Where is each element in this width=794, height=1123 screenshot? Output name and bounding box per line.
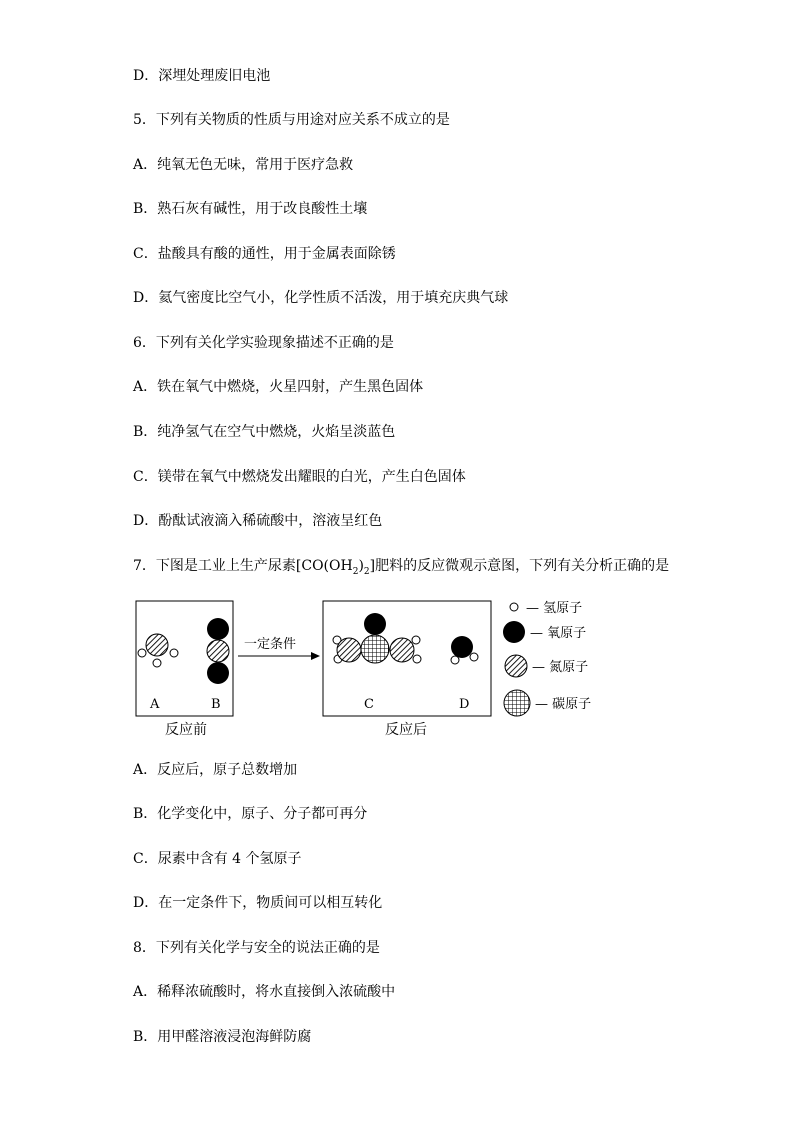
option-d: D．酚酞试液滴入稀硫酸中，溶液呈红色 <box>133 513 383 529</box>
legend <box>503 601 591 716</box>
carbon-atom-icon <box>504 690 530 716</box>
question-6: 6．下列有关化学实验现象描述不正确的是 <box>133 335 394 351</box>
option-a: A．稀释浓硫酸时，将水直接倒入浓硫酸中 <box>133 984 396 1000</box>
legend-hydrogen: — 氢原子 <box>526 601 583 616</box>
after-box <box>323 601 491 716</box>
label-a: A <box>150 697 160 712</box>
option-c: C．尿素中含有 4 个氢原子 <box>133 851 302 867</box>
label-b: B <box>211 697 221 712</box>
before-label: 反应前 <box>165 722 207 738</box>
option-d: D．在一定条件下，物质间可以相互转化 <box>133 895 383 911</box>
after-label: 反应后 <box>385 722 427 738</box>
option-b: B．化学变化中，原子、分子都可再分 <box>133 806 368 822</box>
legend-oxygen: — 氧原子 <box>530 626 587 641</box>
question-7-text-pre: 7．下图是工业上生产尿素[CO(OH <box>133 558 353 574</box>
option-b: B．用甲醛溶液浸泡海鲜防腐 <box>133 1029 312 1045</box>
question-5: 5．下列有关物质的性质与用途对应关系不成立的是 <box>133 112 450 128</box>
option-c: C．盐酸具有酸的通性，用于金属表面除锈 <box>133 246 396 262</box>
oxygen-atom-icon <box>503 621 525 643</box>
option-a: A．反应后，原子总数增加 <box>133 762 298 778</box>
subscript: 2 <box>363 566 370 577</box>
label-c: C <box>364 697 374 712</box>
nitrogen-atom-icon <box>505 655 527 677</box>
question-7 <box>133 557 669 581</box>
option-a: A．铁在氧气中燃烧，火星四射，产生黑色固体 <box>133 379 424 395</box>
option-c: C．镁带在氧气中燃烧发出耀眼的白光，产生白色固体 <box>133 469 466 485</box>
molecule-a <box>138 634 178 667</box>
question-8: 8．下列有关化学与安全的说法正确的是 <box>133 940 380 956</box>
legend-carbon: — 碳原子 <box>535 697 592 712</box>
molecule-b <box>207 618 229 684</box>
option-a: A．纯氧无色无味，常用于医疗急救 <box>133 157 354 173</box>
before-box <box>136 601 233 716</box>
subscript: 2 <box>352 566 359 577</box>
question-7-text-post: ]肥料的反应微观示意图，下列有关分析正确的是 <box>369 558 670 574</box>
question-7-text-mid: ) <box>358 558 364 574</box>
label-d: D <box>459 697 470 712</box>
molecule-c <box>333 613 421 663</box>
arrow-head-icon <box>311 652 320 660</box>
legend-nitrogen: — 氮原子 <box>532 660 589 675</box>
option-d: D．氦气密度比空气小，化学性质不活泼，用于填充庆典气球 <box>133 290 509 306</box>
option-b: B．熟石灰有碱性，用于改良酸性土壤 <box>133 201 368 217</box>
condition-label: 一定条件 <box>244 637 297 652</box>
option-b: B．纯净氢气在空气中燃烧，火焰呈淡蓝色 <box>133 424 396 440</box>
molecule-d <box>451 636 478 664</box>
hydrogen-atom-icon <box>510 603 518 611</box>
option-5d-prev: D．深埋处理废旧电池 <box>133 68 271 84</box>
